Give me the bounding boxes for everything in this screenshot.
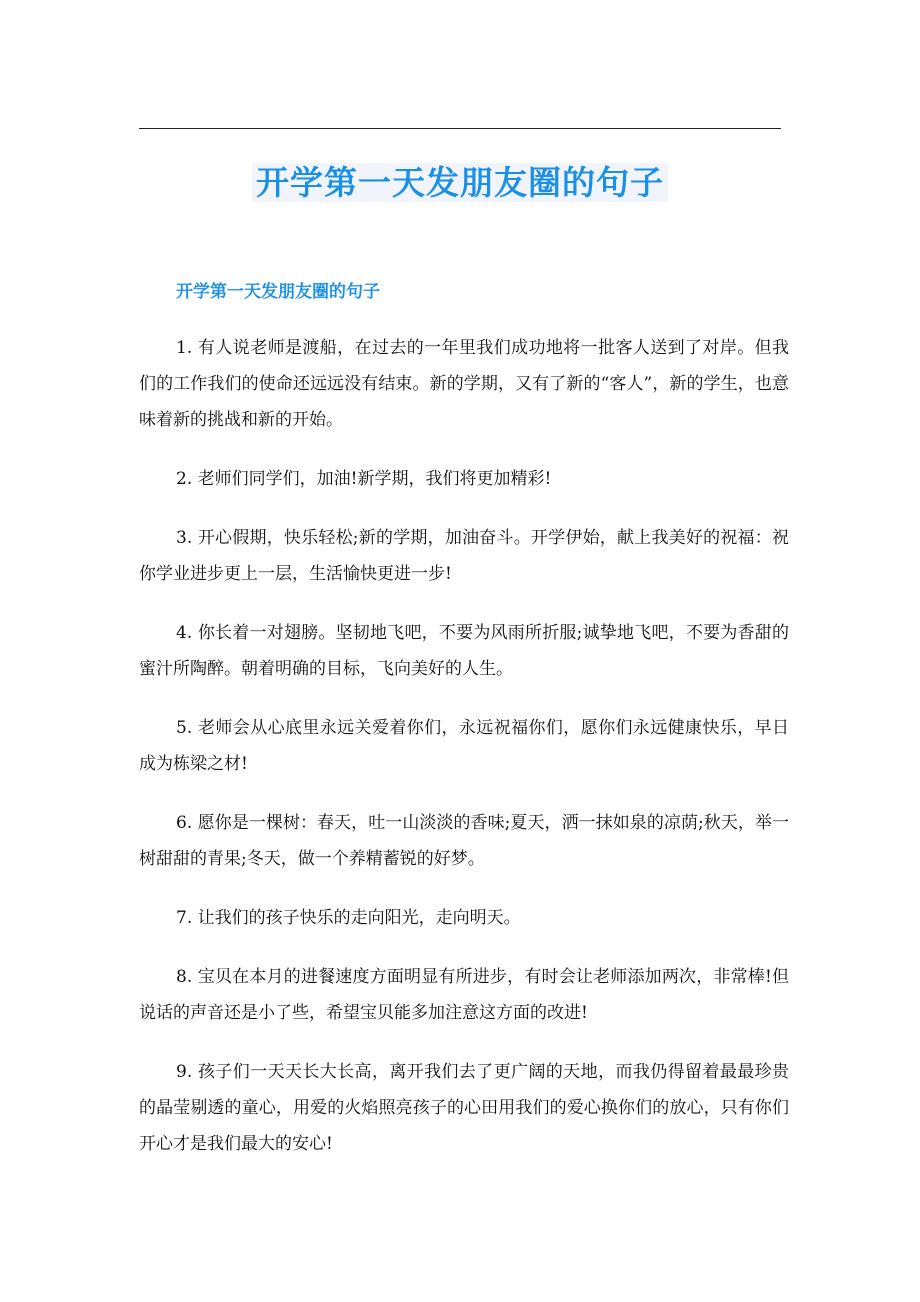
- paragraph-9: 9. 孩子们一天天长大长高，离开我们去了更广阔的天地，而我仍得留着最最珍贵的晶莹剔透的童心，用爱的火焰照亮孩子的心田用我们的爱心换你们的放心，只有你们开心才是我们最大的安心!: [139, 1062, 789, 1154]
- document-title-text: 开学第一天发朋友圈的句子: [252, 163, 668, 202]
- header-rule: [139, 128, 781, 129]
- paragraph-4: 4. 你长着一对翅膀。坚韧地飞吧，不要为风雨所折服;诚挚地飞吧，不要为香甜的蜜汁所陶醉。朝着明确的目标，飞向美好的人生。: [139, 623, 789, 679]
- paragraph-1: 1. 有人说老师是渡船，在过去的一年里我们成功地将一批客人送到了对岸。但我们的工作我们的使命还远远没有结束。新的学期，又有了新的“客人”，新的学生，也意味着新的挑战和新的开始。: [139, 338, 789, 430]
- paragraph-3: 3. 开心假期，快乐轻松;新的学期，加油奋斗。开学伊始，献上我美好的祝福：祝你学业进步更上一层，生活愉快更进一步!: [139, 528, 789, 584]
- document-title: [0, 158, 920, 208]
- paragraph-8: 8. 宝贝在本月的进餐速度方面明显有所进步，有时会让老师添加两次，非常棒!但说话的声音还是小了些，希望宝贝能多加注意这方面的改进!: [139, 967, 789, 1023]
- paragraph-6: 6. 愿你是一棵树：春天，吐一山淡淡的香味;夏天，洒一抹如泉的凉荫;秋天，举一树甜甜的青果;冬天，做一个养精蓄锐的好梦。: [139, 813, 789, 869]
- paragraph-7: 7. 让我们的孩子快乐的走向阳光，走向明天。: [176, 908, 521, 928]
- section-heading: 开学第一天发朋友圈的句子: [176, 282, 380, 302]
- paragraph-5: 5. 老师会从心底里永远关爱着你们，永远祝福你们，愿你们永远健康快乐，早日成为栋梁之材!: [139, 718, 789, 774]
- paragraph-2: 2. 老师们同学们，加油!新学期，我们将更加精彩!: [176, 469, 552, 489]
- document-body: [139, 330, 789, 1185]
